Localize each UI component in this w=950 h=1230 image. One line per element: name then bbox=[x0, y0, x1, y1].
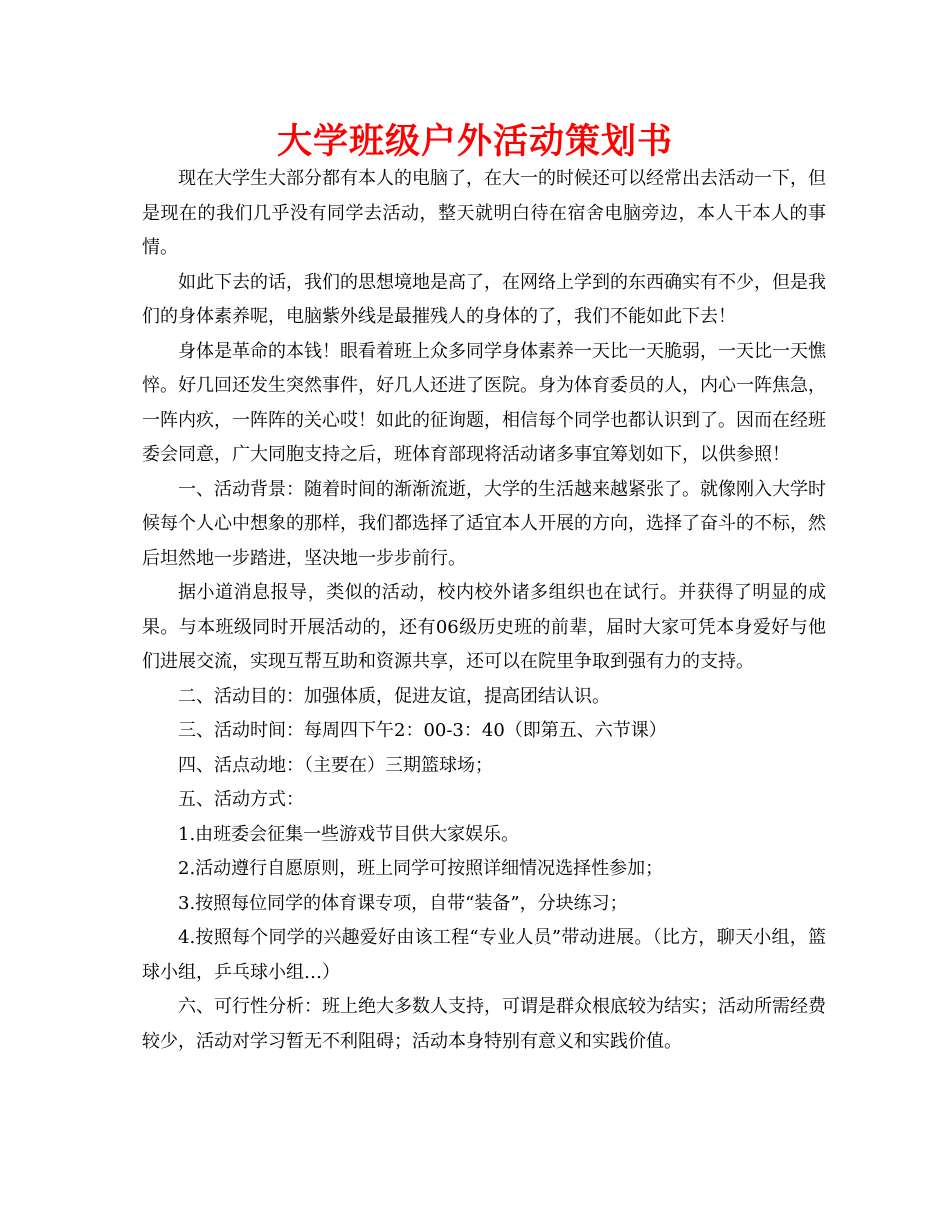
paragraph: 三、活动时间：每周四下午2：00-3：40（即第五、六节课） bbox=[178, 720, 667, 741]
paragraph: 身体是革命的本钱！眼看着班上众多同学身体素养一天比一天脆弱，一天比一天憔悴。好几回还发生突然事件，好几人还进了医院。身为体育委员的人，内心一阵焦急，一阵内疚，一阵阵的关心哎！如此的征询题，相信每个同学也都认识到了。因而在经班委会同意，广大同胞支持之后，班体育部现将活动诸多事宜筹划如下，以供参照！ bbox=[142, 340, 826, 465]
paragraph: 1.由班委会征集一些游戏节目供大家娱乐。 bbox=[178, 823, 520, 845]
paragraph: 二、活动目的：加强体质，促进友谊，提高团结认识。 bbox=[178, 685, 610, 707]
paragraph: 五、活动方式： bbox=[178, 789, 304, 810]
document-body bbox=[142, 162, 826, 1059]
paragraph: 现在大学生大部分都有本人的电脑了，在大一的时候还可以经常出去活动一下，但是现在的我们几乎没有同学去活动，整天就明白待在宿舍电脑旁边，本人干本人的事情。 bbox=[142, 168, 826, 258]
paragraph: 2.活动遵行自愿原则，班上同学可按照详细情况选择性参加； bbox=[178, 858, 664, 879]
document-title: 大学班级户外活动策划书 bbox=[276, 122, 673, 162]
paragraph: 六、可行性分析：班上绝大多数人支持，可谓是群众根底较为结实；活动所需经费较少，活动对学习暂无不利阻碍；活动本身特别有意义和实践价值。 bbox=[142, 996, 826, 1052]
paragraph: 一、活动背景：随着时间的渐渐流逝，大学的生活越来越紧张了。就像刚入大学时候每个人心中想象的那样，我们都选择了适宜本人开展的方向，选择了奋斗的不标，然后坦然地一步踏进，坚决地一步步前行。 bbox=[142, 478, 826, 569]
paragraph: 4.按照每个同学的兴趣爱好由该工程“专业人员”带动进展。（比方，聊天小组，篮球小组，乒乓球小组…） bbox=[142, 927, 826, 983]
paragraph: 如此下去的话，我们的思想境地是高了，在网络上学到的东西确实有不少，但是我们的身体素养呢，电脑紫外线是最摧残人的身体的了，我们不能如此下去！ bbox=[142, 271, 826, 327]
paragraph: 3.按照每位同学的体育课专项，自带“装备”，分块练习； bbox=[178, 892, 628, 914]
paragraph: 四、活点动地：（主要在）三期篮球场； bbox=[178, 754, 493, 776]
paragraph: 据小道消息报导，类似的活动，校内校外诸多组织也在试行。并获得了明显的成果。与本班级同时开展活动的，还有06级历史班的前辈，届时大家可凭本身爱好与他们进展交流，实现互帮互助和资源共享，还可以在院里争取到强有力的支持。 bbox=[142, 582, 826, 672]
